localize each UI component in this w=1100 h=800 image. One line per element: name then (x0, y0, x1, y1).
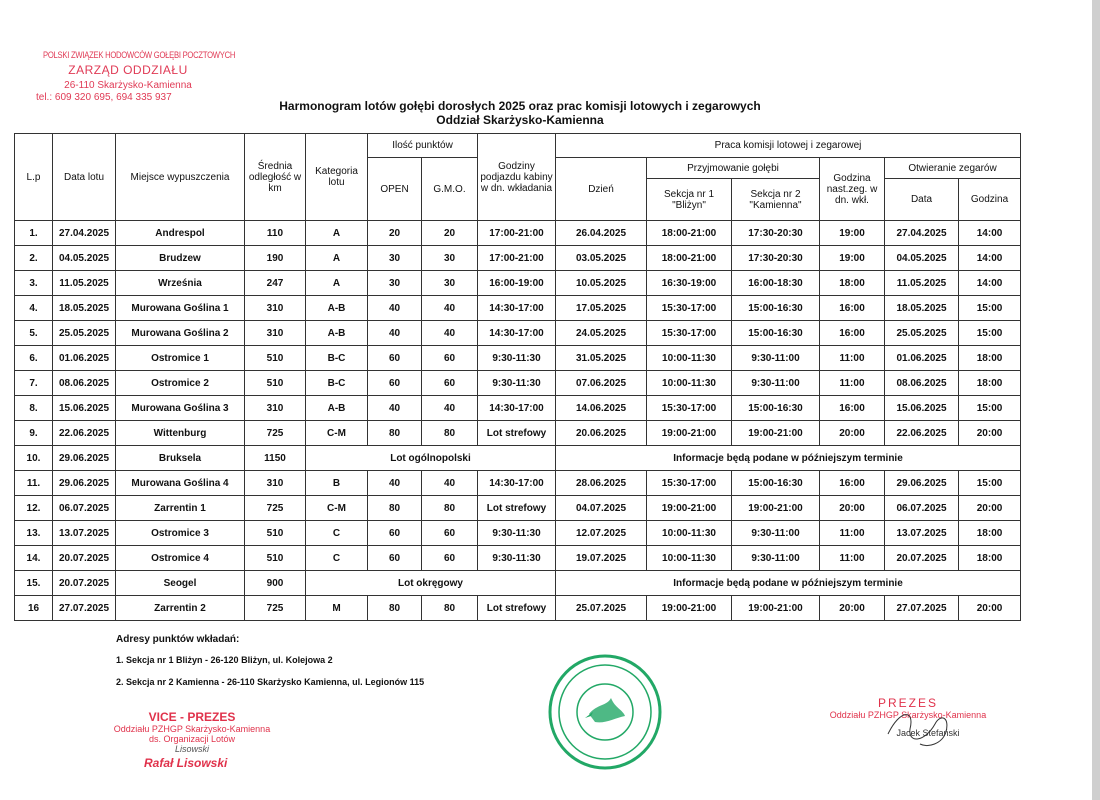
stamp-line-3: 26-110 Skarżysko-Kamienna (64, 80, 192, 91)
cell-day: 19.07.2025 (556, 546, 647, 571)
table-row (15, 421, 1021, 446)
header-data-lotu: Data lotu (53, 134, 116, 221)
cell-odate: 01.06.2025 (885, 346, 959, 371)
vice-president-line-2: ds. Organizacji Lotów (148, 734, 236, 744)
document-title (260, 99, 780, 127)
cell-cat: A-B (306, 396, 368, 421)
cell-date: 13.07.2025 (53, 521, 116, 546)
cell-place: Wittenburg (116, 421, 245, 446)
cell-cat: C (306, 521, 368, 546)
cell-cat: A-B (306, 321, 368, 346)
cell-otime: 18:00 (959, 521, 1021, 546)
cell-hours: 9:30-11:30 (478, 346, 556, 371)
cell-cat: B (306, 471, 368, 496)
cell-km: 1150 (245, 446, 306, 471)
cell-nast: 16:00 (820, 296, 885, 321)
cell-open: 60 (368, 371, 422, 396)
cell-s1: 10:00-11:30 (647, 371, 732, 396)
cell-km: 310 (245, 396, 306, 421)
cell-date: 04.05.2025 (53, 246, 116, 271)
president-handwritten-signature (880, 704, 960, 754)
cell-km: 310 (245, 296, 306, 321)
cell-nast: 16:00 (820, 321, 885, 346)
cell-odate: 13.07.2025 (885, 521, 959, 546)
cell-otime: 15:00 (959, 396, 1021, 421)
stamp-line-2: ZARZĄD ODDZIAŁU (68, 63, 188, 77)
cell-open: 40 (368, 471, 422, 496)
cell-cat: A (306, 221, 368, 246)
table-row (15, 371, 1021, 396)
cell-otime: 20:00 (959, 596, 1021, 621)
cell-km: 247 (245, 271, 306, 296)
cell-hours: 14:30-17:00 (478, 396, 556, 421)
cell-lp: 10. (15, 446, 53, 471)
cell-otime: 18:00 (959, 346, 1021, 371)
cell-open: 40 (368, 321, 422, 346)
vice-president-line-1: Oddziału PZHGP Skarżysko-Kamienna (113, 724, 271, 734)
cell-date: 29.06.2025 (53, 471, 116, 496)
header-praca-komisji: Praca komisji lotowej i zegarowej (556, 134, 1021, 158)
header-gmo: G.M.O. (422, 158, 478, 221)
cell-place: Murowana Goślina 1 (116, 296, 245, 321)
cell-odate: 25.05.2025 (885, 321, 959, 346)
table-row (15, 346, 1021, 371)
cell-km: 310 (245, 321, 306, 346)
cell-s1: 19:00-21:00 (647, 496, 732, 521)
table-row (15, 271, 1021, 296)
header-sekcja2: Sekcja nr 2 "Kamienna" (732, 179, 820, 221)
cell-s2: 15:00-16:30 (732, 396, 820, 421)
cell-gmo: 40 (422, 471, 478, 496)
addresses-heading: Adresy punktów wkładań: (116, 634, 240, 645)
cell-day: 31.05.2025 (556, 346, 647, 371)
cell-km: 725 (245, 596, 306, 621)
header-lp: L.p (15, 134, 53, 221)
cell-nast: 11:00 (820, 371, 885, 396)
cell-nast: 19:00 (820, 221, 885, 246)
cell-place: Murowana Goślina 3 (116, 396, 245, 421)
cell-lp: 3. (15, 271, 53, 296)
cell-place: Zarrentin 1 (116, 496, 245, 521)
table-row (15, 596, 1021, 621)
cell-hours: 9:30-11:30 (478, 521, 556, 546)
cell-lp: 7. (15, 371, 53, 396)
cell-otime: 20:00 (959, 496, 1021, 521)
table-row (15, 496, 1021, 521)
cell-cat: C (306, 546, 368, 571)
president-name: Jacek Stefański (896, 728, 960, 738)
cell-place: Września (116, 271, 245, 296)
cell-place: Zarrentin 2 (116, 596, 245, 621)
cell-hours: 9:30-11:30 (478, 546, 556, 571)
cell-day: 12.07.2025 (556, 521, 647, 546)
table-row (15, 296, 1021, 321)
cell-day: 17.05.2025 (556, 296, 647, 321)
cell-day: 10.05.2025 (556, 271, 647, 296)
cell-day: 07.06.2025 (556, 371, 647, 396)
cell-otime: 18:00 (959, 546, 1021, 571)
table-row (15, 471, 1021, 496)
cell-gmo: 60 (422, 546, 478, 571)
cell-nast: 20:00 (820, 596, 885, 621)
green-seal-stamp (545, 652, 665, 772)
header-srednia: Średnia odległość w km (245, 134, 306, 221)
table-row (15, 546, 1021, 571)
cell-s2: 15:00-16:30 (732, 296, 820, 321)
cell-s2: 15:00-16:30 (732, 321, 820, 346)
header-stamp (28, 50, 236, 103)
cell-day: 28.06.2025 (556, 471, 647, 496)
addresses (116, 634, 424, 699)
cell-place: Murowana Goślina 4 (116, 471, 245, 496)
cell-km: 510 (245, 546, 306, 571)
cell-hours: Lot strefowy (478, 496, 556, 521)
cell-open: 20 (368, 221, 422, 246)
cell-hours: 16:00-19:00 (478, 271, 556, 296)
table-row (15, 221, 1021, 246)
cell-nast: 16:00 (820, 471, 885, 496)
cell-s2: 17:30-20:30 (732, 221, 820, 246)
cell-open: 40 (368, 396, 422, 421)
cell-s1: 18:00-21:00 (647, 246, 732, 271)
cell-gmo: 30 (422, 271, 478, 296)
cell-nast: 20:00 (820, 496, 885, 521)
stamp-line-1: POLSKI ZWIĄZEK HODOWCÓW GOŁĘBI POCZTOWYCH (43, 50, 236, 60)
president-title: PREZES (877, 696, 938, 710)
cell-otime: 14:00 (959, 221, 1021, 246)
header-przyjmowanie: Przyjmowanie gołębi (647, 158, 820, 179)
cell-open: 60 (368, 346, 422, 371)
cell-odate: 15.06.2025 (885, 396, 959, 421)
cell-date: 15.06.2025 (53, 396, 116, 421)
cell-open: 80 (368, 421, 422, 446)
header-otwieranie: Otwieranie zegarów (885, 158, 1021, 179)
cell-merged2: Informacje będą podane w późniejszym terminie (556, 571, 1021, 596)
cell-otime: 18:00 (959, 371, 1021, 396)
cell-lp: 8. (15, 396, 53, 421)
cell-date: 08.06.2025 (53, 371, 116, 396)
cell-s1: 15:30-17:00 (647, 296, 732, 321)
address-1: 1. Sekcja nr 1 Bliżyn - 26-120 Bliżyn, ul. Kolejowa 2 (116, 655, 333, 665)
cell-date: 06.07.2025 (53, 496, 116, 521)
cell-s2: 9:30-11:00 (732, 546, 820, 571)
cell-odate: 08.06.2025 (885, 371, 959, 396)
cell-s1: 18:00-21:00 (647, 221, 732, 246)
cell-lp: 16 (15, 596, 53, 621)
cell-otime: 15:00 (959, 321, 1021, 346)
cell-merged1: Lot ogólnopolski (306, 446, 556, 471)
cell-km: 510 (245, 371, 306, 396)
cell-s2: 15:00-16:30 (732, 471, 820, 496)
cell-gmo: 60 (422, 521, 478, 546)
cell-gmo: 60 (422, 346, 478, 371)
cell-merged1: Lot okręgowy (306, 571, 556, 596)
cell-lp: 11. (15, 471, 53, 496)
cell-date: 27.04.2025 (53, 221, 116, 246)
cell-odate: 20.07.2025 (885, 546, 959, 571)
cell-open: 60 (368, 546, 422, 571)
cell-odate: 27.04.2025 (885, 221, 959, 246)
cell-cat: B-C (306, 371, 368, 396)
cell-s2: 16:00-18:30 (732, 271, 820, 296)
cell-gmo: 80 (422, 596, 478, 621)
cell-odate: 06.07.2025 (885, 496, 959, 521)
cell-km: 190 (245, 246, 306, 271)
cell-s1: 15:30-17:00 (647, 471, 732, 496)
table-row (15, 446, 1021, 471)
cell-s1: 10:00-11:30 (647, 346, 732, 371)
cell-place: Murowana Goślina 2 (116, 321, 245, 346)
cell-hours: 14:30-17:00 (478, 471, 556, 496)
cell-s2: 9:30-11:00 (732, 521, 820, 546)
vice-president-title: VICE - PREZES (148, 710, 236, 724)
cell-odate: 18.05.2025 (885, 296, 959, 321)
header-miejsce: Miejsce wypuszczenia (116, 134, 245, 221)
cell-otime: 15:00 (959, 296, 1021, 321)
cell-date: 20.07.2025 (53, 571, 116, 596)
cell-lp: 13. (15, 521, 53, 546)
cell-date: 20.07.2025 (53, 546, 116, 571)
cell-gmo: 60 (422, 371, 478, 396)
cell-s2: 9:30-11:00 (732, 346, 820, 371)
cell-otime: 14:00 (959, 246, 1021, 271)
cell-date: 01.06.2025 (53, 346, 116, 371)
cell-km: 310 (245, 471, 306, 496)
cell-day: 04.07.2025 (556, 496, 647, 521)
cell-lp: 14. (15, 546, 53, 571)
cell-s2: 9:30-11:00 (732, 371, 820, 396)
cell-cat: M (306, 596, 368, 621)
cell-lp: 5. (15, 321, 53, 346)
cell-hours: 9:30-11:30 (478, 371, 556, 396)
cell-open: 60 (368, 521, 422, 546)
cell-place: Ostromice 2 (116, 371, 245, 396)
cell-lp: 12. (15, 496, 53, 521)
table-row (15, 246, 1021, 271)
cell-odate: 22.06.2025 (885, 421, 959, 446)
cell-nast: 19:00 (820, 246, 885, 271)
cell-hours: 17:00-21:00 (478, 246, 556, 271)
cell-odate: 29.06.2025 (885, 471, 959, 496)
cell-place: Ostromice 4 (116, 546, 245, 571)
cell-merged2: Informacje będą podane w późniejszym terminie (556, 446, 1021, 471)
cell-nast: 11:00 (820, 346, 885, 371)
stamp-line-4: tel.: 609 320 695, 694 335 937 (36, 92, 172, 103)
cell-km: 110 (245, 221, 306, 246)
title-line-2: Oddział Skarżysko-Kamienna (436, 113, 604, 127)
header-dzien: Dzień (556, 158, 647, 221)
cell-gmo: 40 (422, 396, 478, 421)
cell-lp: 2. (15, 246, 53, 271)
cell-day: 14.06.2025 (556, 396, 647, 421)
cell-date: 22.06.2025 (53, 421, 116, 446)
cell-odate: 11.05.2025 (885, 271, 959, 296)
cell-day: 20.06.2025 (556, 421, 647, 446)
cell-day: 03.05.2025 (556, 246, 647, 271)
cell-open: 40 (368, 296, 422, 321)
cell-place: Andrespol (116, 221, 245, 246)
cell-day: 24.05.2025 (556, 321, 647, 346)
cell-odate: 27.07.2025 (885, 596, 959, 621)
header-godzina: Godzina (959, 179, 1021, 221)
header-godzina-nast: Godzina nast.zeg. w dn. wkł. (820, 158, 885, 221)
address-2: 2. Sekcja nr 2 Kamienna - 26-110 Skarżysko Kamienna, ul. Legionów 115 (116, 677, 425, 687)
cell-gmo: 80 (422, 421, 478, 446)
cell-km: 725 (245, 496, 306, 521)
cell-otime: 20:00 (959, 421, 1021, 446)
header-godziny: Godziny podjazdu kabiny w dn. wkładania (478, 134, 556, 221)
cell-open: 30 (368, 246, 422, 271)
cell-nast: 11:00 (820, 521, 885, 546)
cell-nast: 20:00 (820, 421, 885, 446)
cell-s1: 15:30-17:00 (647, 396, 732, 421)
cell-lp: 9. (15, 421, 53, 446)
table-row (15, 396, 1021, 421)
cell-open: 80 (368, 496, 422, 521)
cell-cat: C-M (306, 421, 368, 446)
cell-lp: 4. (15, 296, 53, 321)
cell-km: 900 (245, 571, 306, 596)
vice-president-signature (112, 710, 272, 770)
cell-hours: 14:30-17:00 (478, 296, 556, 321)
cell-hours: 17:00-21:00 (478, 221, 556, 246)
cell-place: Ostromice 3 (116, 521, 245, 546)
cell-lp: 15. (15, 571, 53, 596)
cell-open: 80 (368, 596, 422, 621)
cell-s2: 19:00-21:00 (732, 421, 820, 446)
cell-s1: 16:30-19:00 (647, 271, 732, 296)
header-kategoria: Kategoria lotu (306, 134, 368, 221)
cell-cat: A-B (306, 296, 368, 321)
header-ilosc-punktow: Ilość punktów (368, 134, 478, 158)
table-row (15, 521, 1021, 546)
cell-place: Bruksela (116, 446, 245, 471)
cell-place: Ostromice 1 (116, 346, 245, 371)
cell-gmo: 40 (422, 321, 478, 346)
cell-place: Brudzew (116, 246, 245, 271)
cell-hours: 14:30-17:00 (478, 321, 556, 346)
cell-km: 725 (245, 421, 306, 446)
title-line-1: Harmonogram lotów gołębi dorosłych 2025 oraz prac komisji lotowych i zegarowych (279, 99, 761, 113)
schedule-rows (15, 221, 1021, 621)
cell-cat: C-M (306, 496, 368, 521)
vice-president-name: Rafał Lisowski (144, 756, 228, 770)
cell-s1: 19:00-21:00 (647, 421, 732, 446)
cell-gmo: 20 (422, 221, 478, 246)
president-line-1: Oddziału PZHGP Skarżysko-Kamienna (829, 710, 987, 720)
cell-nast: 16:00 (820, 396, 885, 421)
cell-otime: 14:00 (959, 271, 1021, 296)
cell-cat: A (306, 271, 368, 296)
cell-place: Seogel (116, 571, 245, 596)
scan-edge (1092, 0, 1100, 800)
cell-day: 26.04.2025 (556, 221, 647, 246)
header-sekcja1: Sekcja nr 1 "Bliżyn" (647, 179, 732, 221)
cell-date: 27.07.2025 (53, 596, 116, 621)
cell-nast: 18:00 (820, 271, 885, 296)
cell-date: 29.06.2025 (53, 446, 116, 471)
cell-cat: B-C (306, 346, 368, 371)
table-row (15, 571, 1021, 596)
table-row (15, 321, 1021, 346)
cell-gmo: 80 (422, 496, 478, 521)
cell-odate: 04.05.2025 (885, 246, 959, 271)
vice-president-handwriting: Lisowski (174, 744, 209, 754)
cell-hours: Lot strefowy (478, 596, 556, 621)
cell-date: 25.05.2025 (53, 321, 116, 346)
cell-s1: 10:00-11:30 (647, 521, 732, 546)
cell-gmo: 40 (422, 296, 478, 321)
cell-s2: 19:00-21:00 (732, 496, 820, 521)
cell-km: 510 (245, 521, 306, 546)
cell-day: 25.07.2025 (556, 596, 647, 621)
cell-gmo: 30 (422, 246, 478, 271)
cell-lp: 6. (15, 346, 53, 371)
cell-nast: 11:00 (820, 546, 885, 571)
cell-hours: Lot strefowy (478, 421, 556, 446)
cell-s1: 19:00-21:00 (647, 596, 732, 621)
cell-s2: 17:30-20:30 (732, 246, 820, 271)
schedule-table (14, 133, 1021, 621)
cell-date: 11.05.2025 (53, 271, 116, 296)
cell-s1: 10:00-11:30 (647, 546, 732, 571)
cell-s1: 15:30-17:00 (647, 321, 732, 346)
header-open: OPEN (368, 158, 422, 221)
cell-otime: 15:00 (959, 471, 1021, 496)
cell-s2: 19:00-21:00 (732, 596, 820, 621)
cell-lp: 1. (15, 221, 53, 246)
header-data: Data (885, 179, 959, 221)
cell-date: 18.05.2025 (53, 296, 116, 321)
cell-km: 510 (245, 346, 306, 371)
cell-open: 30 (368, 271, 422, 296)
cell-cat: A (306, 246, 368, 271)
